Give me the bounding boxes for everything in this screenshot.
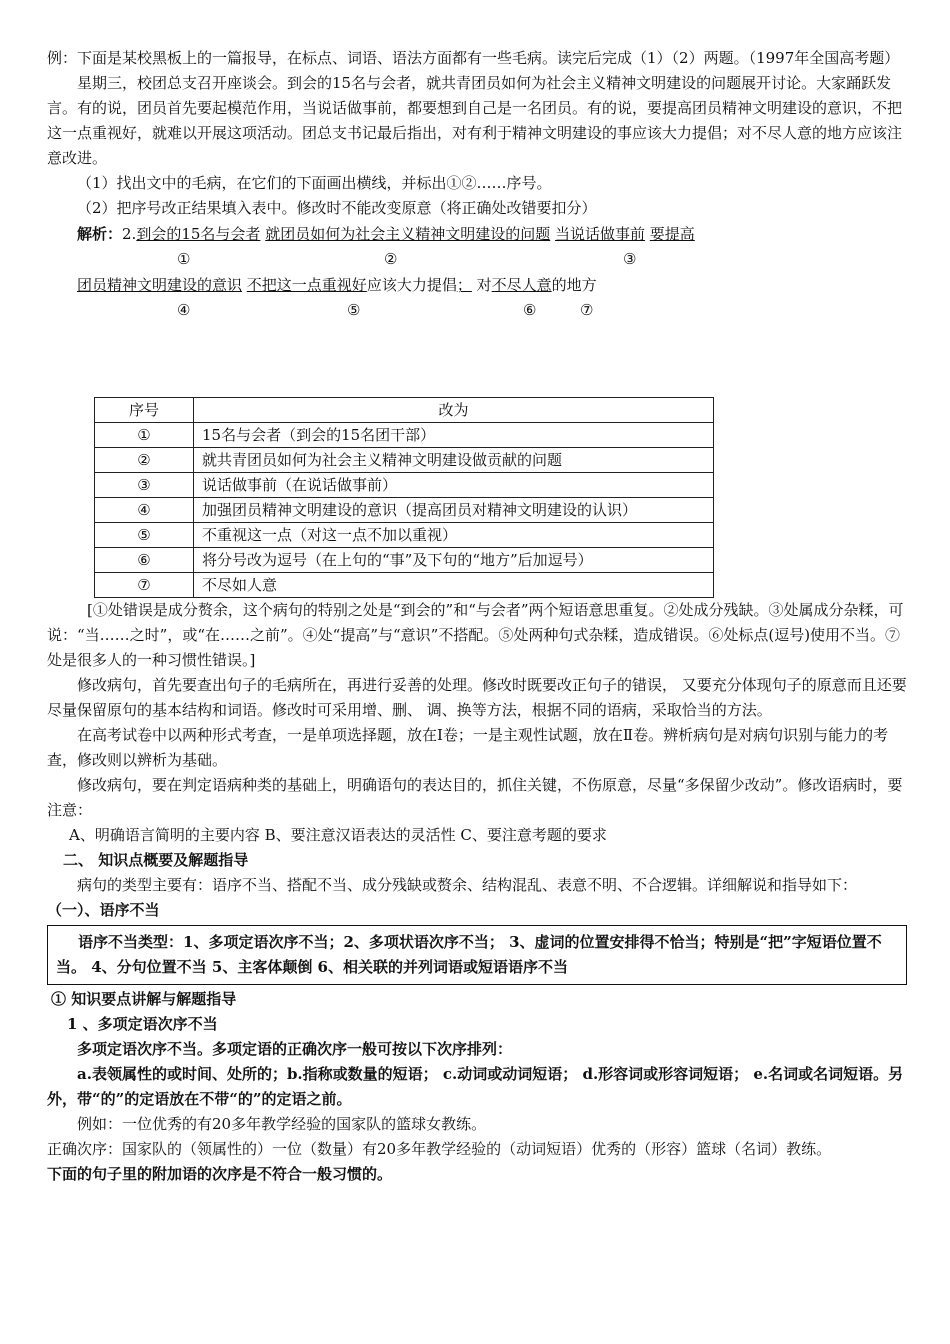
table-row xyxy=(95,523,714,548)
item-1-order: a.表领属性的或时间、处所的；b.指称或数量的短语； c.动词或动词短语； d.形容词或形容词短语； e.名词或名词短语。另外，带“的”的定语放在不带“的”的定语之前。 xyxy=(47,1065,904,1108)
error-segment-8: 不尽人意 xyxy=(491,276,552,294)
error-types-text: 语序不当类型：1、多项定语次序不当；2、多项状语次序不当； 3、虚词的位置安排得不恰当；特别是“把”字短语位置不当。 4、分句位置不当 5、主客体颠倒 6、相关联的并列词语或短语语序不当 xyxy=(56,933,882,976)
table-row xyxy=(95,473,714,498)
analysis-plain-1: 应该大力提倡 xyxy=(366,276,457,294)
error-segment-6: 不把这一点重视好 xyxy=(246,276,367,294)
table-row xyxy=(95,498,714,523)
analysis-numbers-2 xyxy=(47,298,907,323)
error-segment-7: ； xyxy=(456,276,472,294)
analysis-numbers-1 xyxy=(47,247,907,272)
analysis-line-2 xyxy=(47,273,907,298)
error-segment-1: 到会的15名与会者 xyxy=(136,225,261,243)
error-number-1: ① xyxy=(177,250,191,268)
example-passage: 星期三，校团总支召开座谈会。到会的15名与会者，就共青团员如何为社会主义精神文明建设的问题展开讨论。大家踊跃发言。有的说，团员首先要起模范作用，当说话做事前，都要想到自己是一名团员。有的说，要提高团员精神文明建设的意识，不把这一点重视好，就难以开展这项活动。团总支书记最后指出，对有利于精神文明建设的事应该大力提倡；对不尽人意的地方应该注意改进。 xyxy=(47,74,903,167)
example-intro: 例：下面是某校黑板上的一篇报导，在标点、词语、语法方面都有一些毛病。读完后完成（1）（2）两题。（1997年全国高考题） xyxy=(47,49,900,67)
section-2-1-title: （一）、语序不当 xyxy=(47,901,160,919)
analysis-plain-2: 对 xyxy=(476,276,492,294)
example-sentence: 例如：一位优秀的有20多年教学经验的国家队的篮球女教练。 xyxy=(77,1115,487,1133)
section-2-title: 二、 知识点概要及解题指导 xyxy=(63,851,249,869)
error-number-5: ⑤ xyxy=(347,301,361,319)
error-segment-2: 就团员如何为社会主义精神文明建设的问题 xyxy=(265,225,551,243)
table-header-row xyxy=(95,398,714,423)
options-line: A、明确语言简明的主要内容 B、要注意汉语表达的灵活性 C、要注意考题的要求 xyxy=(69,826,607,844)
error-segment-5: 团员精神文明建设的意识 xyxy=(77,276,243,294)
row-fix: 加强团员精神文明建设的意识（提高团员对精神文明建设的认识） xyxy=(194,498,714,523)
table-header-number: 序号 xyxy=(95,398,194,423)
row-number: ① xyxy=(95,423,194,448)
subsection-title: ① 知识要点讲解与解题指导 xyxy=(51,990,237,1008)
table-row xyxy=(95,573,714,598)
row-fix: 说话做事前（在说话做事前） xyxy=(194,473,714,498)
notes-paragraph: [①处错误是成分赘余，这个病句的特别之处是“到会的”和“与会者”两个短语意思重复。②处成分残缺。③处属成分杂糅，可说：“当……之时”，或“在……之前”。④处“提高”与“意识”不搭配。⑤处两种句式杂糅，造成错误。⑥处标点(逗号)使用不当。⑦处是很多人的一种习惯性错误。] xyxy=(47,601,904,669)
error-segment-4: 要提高 xyxy=(649,225,695,243)
question-1: （1）找出文中的毛病，在它们的下面画出横线，并标出①②……序号。 xyxy=(77,174,552,192)
row-number: ③ xyxy=(95,473,194,498)
row-number: ⑥ xyxy=(95,548,194,573)
table-header-fix: 改为 xyxy=(194,398,714,423)
error-number-3: ③ xyxy=(623,250,637,268)
table-row xyxy=(95,448,714,473)
row-number: ⑤ xyxy=(95,523,194,548)
error-number-4: ④ xyxy=(177,301,191,319)
body-paragraph-3: 修改病句，要在判定语病种类的基础上，明确语句的表达目的，抓住关键，不伤原意，尽量“多保留少改动”。修改语病时，要注意： xyxy=(47,776,903,819)
body-paragraph-2: 在高考试卷中以两种形式考查，一是单项选择题，放在Ⅰ卷；一是主观性试题，放在Ⅱ卷。辨析病句是对病句识别与能力的考查，修改则以辨析为基础。 xyxy=(47,726,889,769)
correction-table xyxy=(94,397,714,598)
section-2-intro: 病句的类型主要有：语序不当、搭配不当、成分残缺或赘余、结构混乱、表意不明、不合逻辑。详细解说和指导如下： xyxy=(77,876,858,894)
row-number: ⑦ xyxy=(95,573,194,598)
row-fix: 就共青团员如何为社会主义精神文明建设做贡献的问题 xyxy=(194,448,714,473)
error-number-2: ② xyxy=(384,250,398,268)
row-number: ② xyxy=(95,448,194,473)
row-fix: 不重视这一点（对这一点不加以重视） xyxy=(194,523,714,548)
body-paragraph-1: 修改病句，首先要查出句子的毛病所在，再进行妥善的处理。修改时既要改正句子的错误， 又要充分体现句子的原意而且还要尽量保留原句的基本结构和词语。修改时可采用增、删、 调、换等方法，根据不同的语病，采取恰当的方法。 xyxy=(47,676,907,719)
analysis-prefix: 2. xyxy=(122,225,137,243)
analysis-line-1 xyxy=(47,222,907,247)
row-fix: 不尽如人意 xyxy=(194,573,714,598)
document-page xyxy=(47,46,907,1187)
error-segment-3: 当说话做事前 xyxy=(555,225,646,243)
error-number-6: ⑥ xyxy=(523,301,537,319)
table-row xyxy=(95,423,714,448)
closing-line: 下面的句子里的附加语的次序是不符合一般习惯的。 xyxy=(47,1165,393,1183)
item-1-title: 1 、多项定语次序不当 xyxy=(67,1015,218,1033)
correct-order: 正确次序：国家队的（领属性的）一位（数量）有20多年教学经验的（动词短语）优秀的（形容）篮球（名词）教练。 xyxy=(47,1140,832,1158)
error-types-box xyxy=(47,925,907,985)
row-fix: 将分号改为逗号（在上句的“事”及下句的“地方”后加逗号） xyxy=(194,548,714,573)
table-row xyxy=(95,548,714,573)
row-fix: 15名与会者（到会的15名团干部） xyxy=(194,423,714,448)
analysis-label: 解析： xyxy=(77,225,123,243)
row-number: ④ xyxy=(95,498,194,523)
analysis-plain-3: 的地方 xyxy=(551,276,597,294)
item-1-description: 多项定语次序不当。多项定语的正确次序一般可按以下次序排列： xyxy=(77,1040,513,1058)
spacer xyxy=(47,323,907,397)
question-2: （2）把序号改正结果填入表中。修改时不能改变原意（将正确处改错要扣分） xyxy=(77,199,597,217)
error-number-7: ⑦ xyxy=(580,301,594,319)
